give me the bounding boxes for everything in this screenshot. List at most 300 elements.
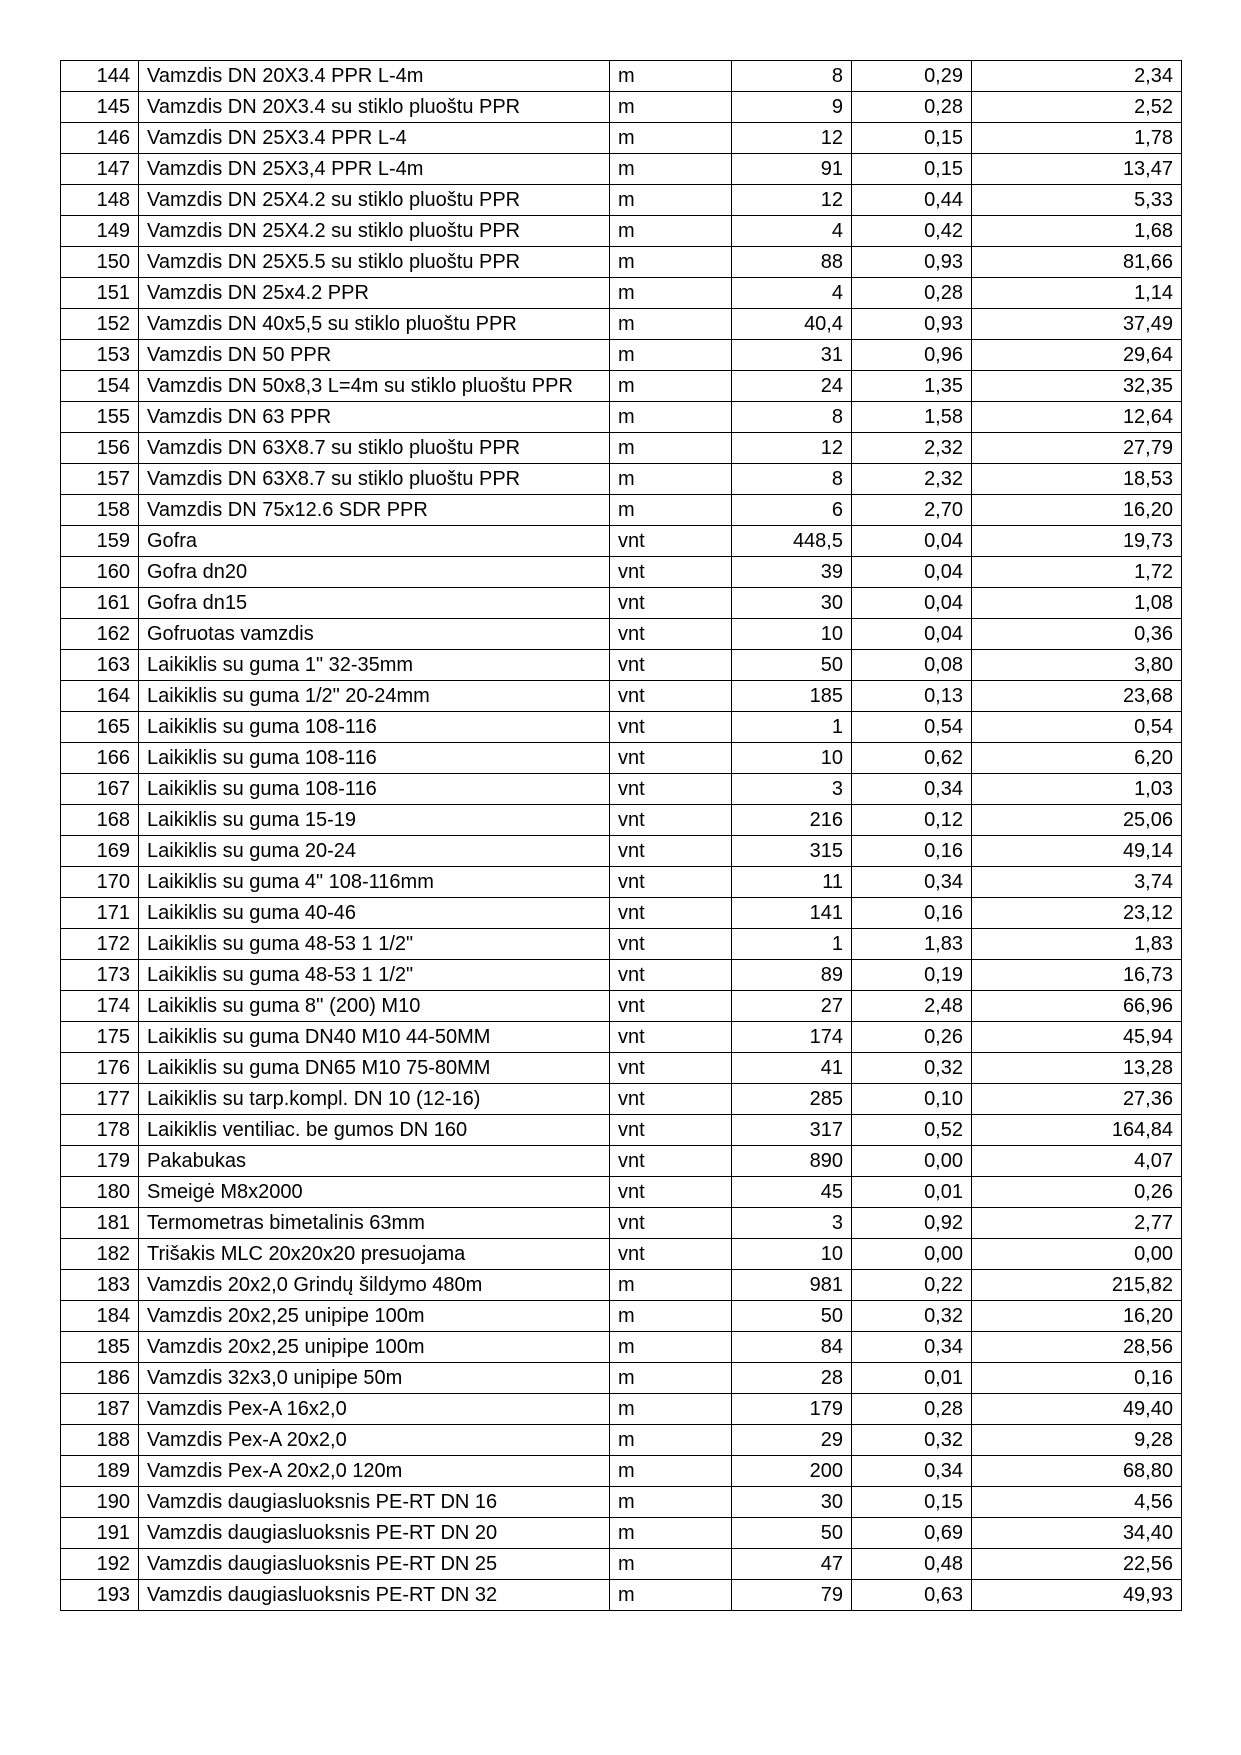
price-cell: 2,32 — [852, 433, 972, 464]
unit-cell: vnt — [610, 1239, 732, 1270]
quantity-cell: 50 — [732, 1301, 852, 1332]
item-name-cell: Laikiklis su guma 40-46 — [139, 898, 610, 929]
row-number-cell: 150 — [61, 247, 139, 278]
table-row — [61, 650, 1182, 681]
item-name-cell: Vamzdis daugiasluoksnis PE-RT DN 32 — [139, 1580, 610, 1611]
total-cell: 27,79 — [972, 433, 1182, 464]
table-row — [61, 1053, 1182, 1084]
quantity-cell: 41 — [732, 1053, 852, 1084]
row-number-cell: 175 — [61, 1022, 139, 1053]
items-table — [60, 60, 1182, 1611]
row-number-cell: 179 — [61, 1146, 139, 1177]
row-number-cell: 163 — [61, 650, 139, 681]
table-row — [61, 681, 1182, 712]
item-name-cell: Laikiklis su guma 4" 108-116mm — [139, 867, 610, 898]
price-cell: 0,01 — [852, 1363, 972, 1394]
table-row — [61, 836, 1182, 867]
row-number-cell: 149 — [61, 216, 139, 247]
item-name-cell: Laikiklis su guma DN65 M10 75-80MM — [139, 1053, 610, 1084]
table-row — [61, 712, 1182, 743]
unit-cell: m — [610, 216, 732, 247]
item-name-cell: Laikiklis su tarp.kompl. DN 10 (12-16) — [139, 1084, 610, 1115]
price-cell: 0,34 — [852, 1456, 972, 1487]
quantity-cell: 8 — [732, 464, 852, 495]
total-cell: 81,66 — [972, 247, 1182, 278]
row-number-cell: 166 — [61, 743, 139, 774]
row-number-cell: 191 — [61, 1518, 139, 1549]
row-number-cell: 184 — [61, 1301, 139, 1332]
unit-cell: vnt — [610, 650, 732, 681]
total-cell: 1,08 — [972, 588, 1182, 619]
unit-cell: vnt — [610, 1177, 732, 1208]
unit-cell: m — [610, 1456, 732, 1487]
price-cell: 0,96 — [852, 340, 972, 371]
row-number-cell: 155 — [61, 402, 139, 433]
price-cell: 0,32 — [852, 1425, 972, 1456]
table-row — [61, 1301, 1182, 1332]
quantity-cell: 3 — [732, 1208, 852, 1239]
quantity-cell: 8 — [732, 402, 852, 433]
row-number-cell: 186 — [61, 1363, 139, 1394]
item-name-cell: Laikiklis su guma 1/2" 20-24mm — [139, 681, 610, 712]
quantity-cell: 30 — [732, 1487, 852, 1518]
price-cell: 0,54 — [852, 712, 972, 743]
price-cell: 0,19 — [852, 960, 972, 991]
table-row — [61, 1177, 1182, 1208]
item-name-cell: Laikiklis su guma 108-116 — [139, 774, 610, 805]
quantity-cell: 4 — [732, 216, 852, 247]
total-cell: 2,34 — [972, 61, 1182, 92]
unit-cell: m — [610, 1301, 732, 1332]
quantity-cell: 179 — [732, 1394, 852, 1425]
row-number-cell: 171 — [61, 898, 139, 929]
price-cell: 0,34 — [852, 1332, 972, 1363]
price-cell: 0,13 — [852, 681, 972, 712]
item-name-cell: Laikiklis su guma 48-53 1 1/2" — [139, 960, 610, 991]
total-cell: 1,14 — [972, 278, 1182, 309]
table-row — [61, 1456, 1182, 1487]
item-name-cell: Vamzdis DN 20X3.4 su stiklo pluoštu PPR — [139, 92, 610, 123]
price-cell: 0,08 — [852, 650, 972, 681]
total-cell: 0,00 — [972, 1239, 1182, 1270]
unit-cell: m — [610, 1332, 732, 1363]
price-cell: 0,69 — [852, 1518, 972, 1549]
table-row — [61, 340, 1182, 371]
unit-cell: vnt — [610, 619, 732, 650]
unit-cell: m — [610, 340, 732, 371]
price-cell: 0,29 — [852, 61, 972, 92]
price-cell: 0,28 — [852, 1394, 972, 1425]
quantity-cell: 45 — [732, 1177, 852, 1208]
price-cell: 0,12 — [852, 805, 972, 836]
price-cell: 0,93 — [852, 309, 972, 340]
total-cell: 0,36 — [972, 619, 1182, 650]
table-row — [61, 588, 1182, 619]
total-cell: 2,77 — [972, 1208, 1182, 1239]
table-row — [61, 867, 1182, 898]
price-cell: 0,32 — [852, 1053, 972, 1084]
item-name-cell: Vamzdis Pex-A 20x2,0 120m — [139, 1456, 610, 1487]
row-number-cell: 169 — [61, 836, 139, 867]
price-cell: 0,32 — [852, 1301, 972, 1332]
quantity-cell: 216 — [732, 805, 852, 836]
quantity-cell: 12 — [732, 433, 852, 464]
unit-cell: m — [610, 278, 732, 309]
price-cell: 0,00 — [852, 1146, 972, 1177]
unit-cell: vnt — [610, 1053, 732, 1084]
total-cell: 28,56 — [972, 1332, 1182, 1363]
table-row — [61, 309, 1182, 340]
total-cell: 1,03 — [972, 774, 1182, 805]
table-row — [61, 1146, 1182, 1177]
item-name-cell: Laikiklis su guma 15-19 — [139, 805, 610, 836]
row-number-cell: 185 — [61, 1332, 139, 1363]
item-name-cell: Smeigė M8x2000 — [139, 1177, 610, 1208]
unit-cell: vnt — [610, 712, 732, 743]
unit-cell: vnt — [610, 557, 732, 588]
price-cell: 0,28 — [852, 92, 972, 123]
total-cell: 2,52 — [972, 92, 1182, 123]
row-number-cell: 147 — [61, 154, 139, 185]
price-cell: 2,48 — [852, 991, 972, 1022]
unit-cell: vnt — [610, 1115, 732, 1146]
price-cell: 0,04 — [852, 557, 972, 588]
quantity-cell: 6 — [732, 495, 852, 526]
unit-cell: vnt — [610, 805, 732, 836]
table-row — [61, 464, 1182, 495]
total-cell: 4,07 — [972, 1146, 1182, 1177]
unit-cell: m — [610, 123, 732, 154]
total-cell: 27,36 — [972, 1084, 1182, 1115]
total-cell: 45,94 — [972, 1022, 1182, 1053]
item-name-cell: Vamzdis DN 63X8.7 su stiklo pluoštu PPR — [139, 433, 610, 464]
unit-cell: vnt — [610, 774, 732, 805]
price-cell: 0,34 — [852, 774, 972, 805]
price-cell: 0,92 — [852, 1208, 972, 1239]
table-row — [61, 278, 1182, 309]
row-number-cell: 173 — [61, 960, 139, 991]
table-row — [61, 61, 1182, 92]
total-cell: 13,28 — [972, 1053, 1182, 1084]
item-name-cell: Laikiklis su guma 108-116 — [139, 743, 610, 774]
total-cell: 49,40 — [972, 1394, 1182, 1425]
quantity-cell: 30 — [732, 588, 852, 619]
item-name-cell: Vamzdis DN 75x12.6 SDR PPR — [139, 495, 610, 526]
row-number-cell: 181 — [61, 1208, 139, 1239]
quantity-cell: 40,4 — [732, 309, 852, 340]
table-row — [61, 1580, 1182, 1611]
table-row — [61, 247, 1182, 278]
table-row — [61, 557, 1182, 588]
quantity-cell: 50 — [732, 650, 852, 681]
table-row — [61, 805, 1182, 836]
row-number-cell: 156 — [61, 433, 139, 464]
total-cell: 3,80 — [972, 650, 1182, 681]
unit-cell: vnt — [610, 960, 732, 991]
item-name-cell: Vamzdis 20x2,0 Grindų šildymo 480m — [139, 1270, 610, 1301]
quantity-cell: 91 — [732, 154, 852, 185]
table-row — [61, 495, 1182, 526]
total-cell: 16,73 — [972, 960, 1182, 991]
unit-cell: m — [610, 1394, 732, 1425]
unit-cell: m — [610, 371, 732, 402]
quantity-cell: 315 — [732, 836, 852, 867]
quantity-cell: 27 — [732, 991, 852, 1022]
item-name-cell: Gofra dn15 — [139, 588, 610, 619]
table-row — [61, 1084, 1182, 1115]
price-cell: 0,04 — [852, 588, 972, 619]
item-name-cell: Vamzdis Pex-A 16x2,0 — [139, 1394, 610, 1425]
table-row — [61, 1487, 1182, 1518]
unit-cell: vnt — [610, 588, 732, 619]
item-name-cell: Termometras bimetalinis 63mm — [139, 1208, 610, 1239]
row-number-cell: 148 — [61, 185, 139, 216]
row-number-cell: 161 — [61, 588, 139, 619]
row-number-cell: 176 — [61, 1053, 139, 1084]
total-cell: 4,56 — [972, 1487, 1182, 1518]
total-cell: 25,06 — [972, 805, 1182, 836]
table-row — [61, 1549, 1182, 1580]
unit-cell: vnt — [610, 1146, 732, 1177]
quantity-cell: 9 — [732, 92, 852, 123]
total-cell: 1,83 — [972, 929, 1182, 960]
price-cell: 0,26 — [852, 1022, 972, 1053]
quantity-cell: 285 — [732, 1084, 852, 1115]
items-table-body — [61, 61, 1182, 1611]
row-number-cell: 157 — [61, 464, 139, 495]
table-row — [61, 154, 1182, 185]
quantity-cell: 3 — [732, 774, 852, 805]
price-cell: 0,42 — [852, 216, 972, 247]
unit-cell: m — [610, 1487, 732, 1518]
unit-cell: vnt — [610, 929, 732, 960]
row-number-cell: 144 — [61, 61, 139, 92]
quantity-cell: 4 — [732, 278, 852, 309]
item-name-cell: Laikiklis ventiliac. be gumos DN 160 — [139, 1115, 610, 1146]
total-cell: 0,16 — [972, 1363, 1182, 1394]
total-cell: 66,96 — [972, 991, 1182, 1022]
total-cell: 1,72 — [972, 557, 1182, 588]
price-cell: 0,04 — [852, 619, 972, 650]
row-number-cell: 153 — [61, 340, 139, 371]
item-name-cell: Vamzdis daugiasluoksnis PE-RT DN 25 — [139, 1549, 610, 1580]
quantity-cell: 79 — [732, 1580, 852, 1611]
unit-cell: vnt — [610, 526, 732, 557]
price-cell: 2,70 — [852, 495, 972, 526]
unit-cell: m — [610, 1518, 732, 1549]
table-row — [61, 743, 1182, 774]
item-name-cell: Vamzdis DN 25x4.2 PPR — [139, 278, 610, 309]
total-cell: 0,26 — [972, 1177, 1182, 1208]
row-number-cell: 152 — [61, 309, 139, 340]
unit-cell: m — [610, 464, 732, 495]
total-cell: 13,47 — [972, 154, 1182, 185]
table-row — [61, 1518, 1182, 1549]
quantity-cell: 1 — [732, 929, 852, 960]
item-name-cell: Laikiklis su guma 108-116 — [139, 712, 610, 743]
price-cell: 2,32 — [852, 464, 972, 495]
row-number-cell: 146 — [61, 123, 139, 154]
item-name-cell: Vamzdis DN 25X3.4 PPR L-4 — [139, 123, 610, 154]
unit-cell: vnt — [610, 1022, 732, 1053]
table-row — [61, 216, 1182, 247]
row-number-cell: 190 — [61, 1487, 139, 1518]
quantity-cell: 448,5 — [732, 526, 852, 557]
item-name-cell: Vamzdis 20x2,25 unipipe 100m — [139, 1301, 610, 1332]
price-cell: 0,63 — [852, 1580, 972, 1611]
table-row — [61, 1239, 1182, 1270]
table-row — [61, 1332, 1182, 1363]
unit-cell: m — [610, 1425, 732, 1456]
unit-cell: m — [610, 1270, 732, 1301]
item-name-cell: Vamzdis DN 20X3.4 PPR L-4m — [139, 61, 610, 92]
item-name-cell: Laikiklis su guma 8'' (200) M10 — [139, 991, 610, 1022]
unit-cell: vnt — [610, 1208, 732, 1239]
quantity-cell: 317 — [732, 1115, 852, 1146]
table-row — [61, 960, 1182, 991]
table-row — [61, 371, 1182, 402]
unit-cell: vnt — [610, 991, 732, 1022]
quantity-cell: 28 — [732, 1363, 852, 1394]
quantity-cell: 12 — [732, 185, 852, 216]
row-number-cell: 174 — [61, 991, 139, 1022]
row-number-cell: 165 — [61, 712, 139, 743]
table-row — [61, 92, 1182, 123]
table-row — [61, 898, 1182, 929]
total-cell: 12,64 — [972, 402, 1182, 433]
total-cell: 5,33 — [972, 185, 1182, 216]
quantity-cell: 890 — [732, 1146, 852, 1177]
row-number-cell: 180 — [61, 1177, 139, 1208]
unit-cell: m — [610, 1363, 732, 1394]
item-name-cell: Vamzdis DN 63 PPR — [139, 402, 610, 433]
table-row — [61, 619, 1182, 650]
row-number-cell: 168 — [61, 805, 139, 836]
quantity-cell: 12 — [732, 123, 852, 154]
item-name-cell: Vamzdis DN 50 PPR — [139, 340, 610, 371]
item-name-cell: Vamzdis 20x2,25 unipipe 100m — [139, 1332, 610, 1363]
item-name-cell: Vamzdis daugiasluoksnis PE-RT DN 20 — [139, 1518, 610, 1549]
row-number-cell: 162 — [61, 619, 139, 650]
price-cell: 0,15 — [852, 123, 972, 154]
price-cell: 1,58 — [852, 402, 972, 433]
unit-cell: m — [610, 61, 732, 92]
total-cell: 3,74 — [972, 867, 1182, 898]
item-name-cell: Pakabukas — [139, 1146, 610, 1177]
price-cell: 0,52 — [852, 1115, 972, 1146]
item-name-cell: Vamzdis DN 50x8,3 L=4m su stiklo pluoštu PPR — [139, 371, 610, 402]
row-number-cell: 177 — [61, 1084, 139, 1115]
table-row — [61, 526, 1182, 557]
row-number-cell: 193 — [61, 1580, 139, 1611]
unit-cell: m — [610, 402, 732, 433]
unit-cell: vnt — [610, 681, 732, 712]
table-row — [61, 929, 1182, 960]
total-cell: 1,68 — [972, 216, 1182, 247]
price-cell: 0,16 — [852, 898, 972, 929]
total-cell: 1,78 — [972, 123, 1182, 154]
quantity-cell: 11 — [732, 867, 852, 898]
quantity-cell: 141 — [732, 898, 852, 929]
total-cell: 164,84 — [972, 1115, 1182, 1146]
quantity-cell: 88 — [732, 247, 852, 278]
total-cell: 49,14 — [972, 836, 1182, 867]
total-cell: 16,20 — [972, 1301, 1182, 1332]
quantity-cell: 1 — [732, 712, 852, 743]
total-cell: 19,73 — [972, 526, 1182, 557]
total-cell: 6,20 — [972, 743, 1182, 774]
total-cell: 29,64 — [972, 340, 1182, 371]
price-cell: 0,10 — [852, 1084, 972, 1115]
item-name-cell: Vamzdis DN 40x5,5 su stiklo pluoštu PPR — [139, 309, 610, 340]
quantity-cell: 89 — [732, 960, 852, 991]
price-cell: 0,00 — [852, 1239, 972, 1270]
item-name-cell: Gofra — [139, 526, 610, 557]
item-name-cell: Laikiklis su guma DN40 M10 44-50MM — [139, 1022, 610, 1053]
price-cell: 0,62 — [852, 743, 972, 774]
unit-cell: m — [610, 247, 732, 278]
row-number-cell: 164 — [61, 681, 139, 712]
item-name-cell: Laikiklis su guma 48-53 1 1/2" — [139, 929, 610, 960]
total-cell: 18,53 — [972, 464, 1182, 495]
unit-cell: m — [610, 185, 732, 216]
quantity-cell: 10 — [732, 1239, 852, 1270]
unit-cell: m — [610, 1580, 732, 1611]
total-cell: 9,28 — [972, 1425, 1182, 1456]
price-cell: 0,01 — [852, 1177, 972, 1208]
total-cell: 68,80 — [972, 1456, 1182, 1487]
total-cell: 23,68 — [972, 681, 1182, 712]
item-name-cell: Laikiklis su guma 20-24 — [139, 836, 610, 867]
unit-cell: vnt — [610, 1084, 732, 1115]
row-number-cell: 187 — [61, 1394, 139, 1425]
quantity-cell: 10 — [732, 743, 852, 774]
price-cell: 0,34 — [852, 867, 972, 898]
item-name-cell: Laikiklis su guma 1" 32-35mm — [139, 650, 610, 681]
quantity-cell: 10 — [732, 619, 852, 650]
row-number-cell: 178 — [61, 1115, 139, 1146]
item-name-cell: Vamzdis 32x3,0 unipipe 50m — [139, 1363, 610, 1394]
price-cell: 0,93 — [852, 247, 972, 278]
price-cell: 0,48 — [852, 1549, 972, 1580]
total-cell: 34,40 — [972, 1518, 1182, 1549]
quantity-cell: 200 — [732, 1456, 852, 1487]
table-row — [61, 402, 1182, 433]
price-cell: 0,16 — [852, 836, 972, 867]
quantity-cell: 47 — [732, 1549, 852, 1580]
row-number-cell: 145 — [61, 92, 139, 123]
table-row — [61, 991, 1182, 1022]
item-name-cell: Vamzdis DN 25X5.5 su stiklo pluoštu PPR — [139, 247, 610, 278]
unit-cell: m — [610, 309, 732, 340]
table-row — [61, 1208, 1182, 1239]
item-name-cell: Vamzdis DN 25X3,4 PPR L-4m — [139, 154, 610, 185]
unit-cell: vnt — [610, 898, 732, 929]
row-number-cell: 151 — [61, 278, 139, 309]
row-number-cell: 183 — [61, 1270, 139, 1301]
item-name-cell: Vamzdis DN 25X4.2 su stiklo pluoštu PPR — [139, 216, 610, 247]
total-cell: 22,56 — [972, 1549, 1182, 1580]
unit-cell: m — [610, 154, 732, 185]
table-row — [61, 1363, 1182, 1394]
table-row — [61, 1270, 1182, 1301]
table-row — [61, 1115, 1182, 1146]
row-number-cell: 189 — [61, 1456, 139, 1487]
quantity-cell: 29 — [732, 1425, 852, 1456]
row-number-cell: 170 — [61, 867, 139, 898]
total-cell: 23,12 — [972, 898, 1182, 929]
price-cell: 0,15 — [852, 1487, 972, 1518]
